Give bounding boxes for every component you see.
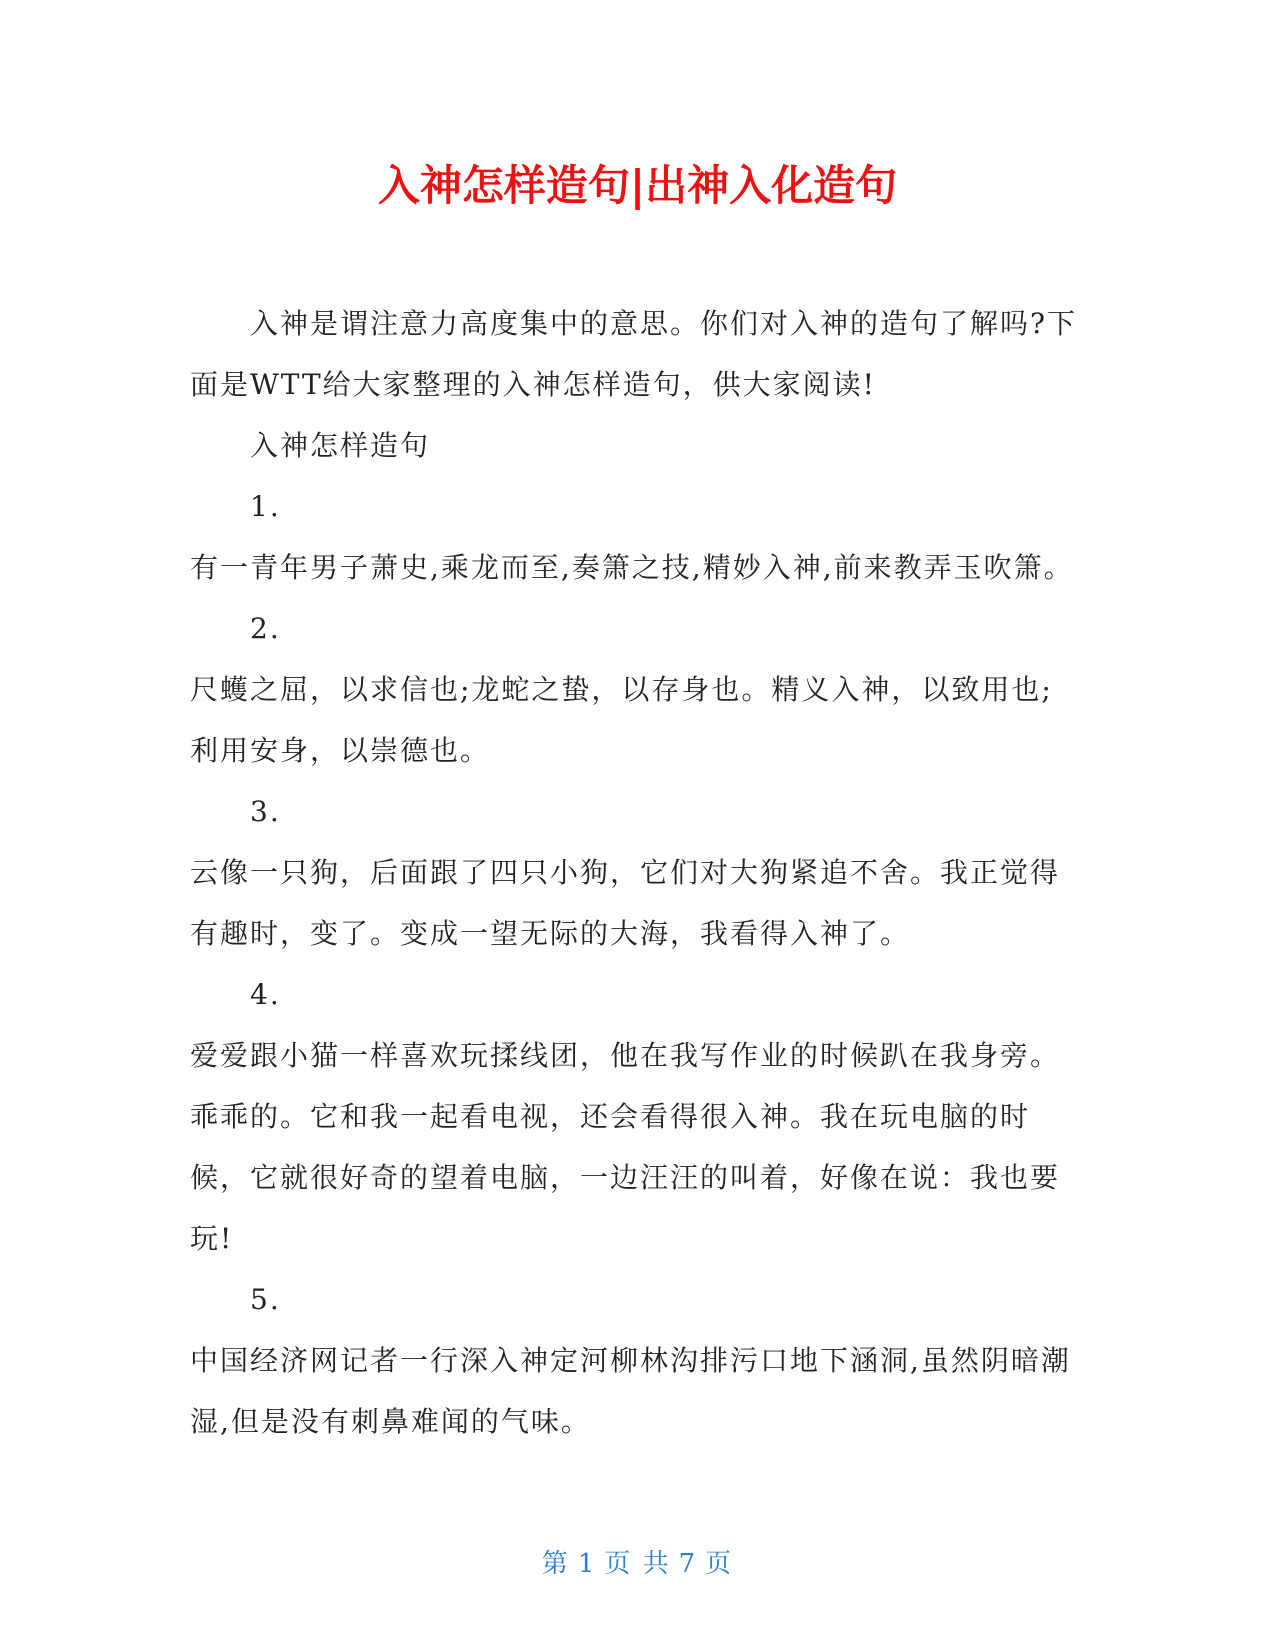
footer-suffix: 页 — [705, 1549, 734, 1579]
item-number: 1. — [250, 490, 281, 523]
total-page-number: 7 — [678, 1549, 698, 1579]
item-text: 爱爱跟小猫一样喜欢玩揉线团，他在我写作业的时候趴在我身旁。乖乖的。它和我一起看电视，还会看得很入神。我在玩电脑的时候，它就很好奇的望着电脑，一边汪汪的叫着，好像在说：我也要玩! — [190, 1039, 1061, 1255]
item-number: 4. — [250, 978, 281, 1011]
item-text: 有一青年男子萧史,乘龙而至,奏箫之技,精妙入神,前来教弄玉吹箫。 — [190, 551, 1074, 584]
item-number: 2. — [250, 612, 281, 645]
page-title: 入神怎样造句|出神入化造句 — [377, 161, 898, 210]
section-heading: 入神怎样造句 — [250, 429, 431, 462]
footer-middle: 页 共 — [604, 1549, 671, 1579]
current-page-number: 1 — [577, 1549, 597, 1579]
item-text: 云像一只狗，后面跟了四只小狗，它们对大狗紧追不舍。我正觉得有趣时，变了。变成一望无际的大海，我看得入神了。 — [190, 856, 1061, 950]
page-footer — [0, 1548, 1275, 1580]
item-text: 中国经济网记者一行深入神定河柳林沟排污口地下涵洞,虽然阴暗潮湿,但是没有刺鼻难闻的气味。 — [190, 1344, 1071, 1438]
footer-prefix: 第 — [541, 1549, 570, 1579]
intro-paragraph: 入神是谓注意力高度集中的意思。你们对入神的造句了解吗?下面是WTT给大家整理的入神怎样造句，供大家阅读! — [190, 307, 1078, 401]
item-number: 5. — [250, 1283, 281, 1316]
document-body — [190, 293, 1080, 1452]
item-number: 3. — [250, 795, 281, 828]
item-text: 尺蠖之屈，以求信也;龙蛇之蛰，以存身也。精义入神，以致用也;利用安身，以崇德也。 — [190, 673, 1053, 767]
